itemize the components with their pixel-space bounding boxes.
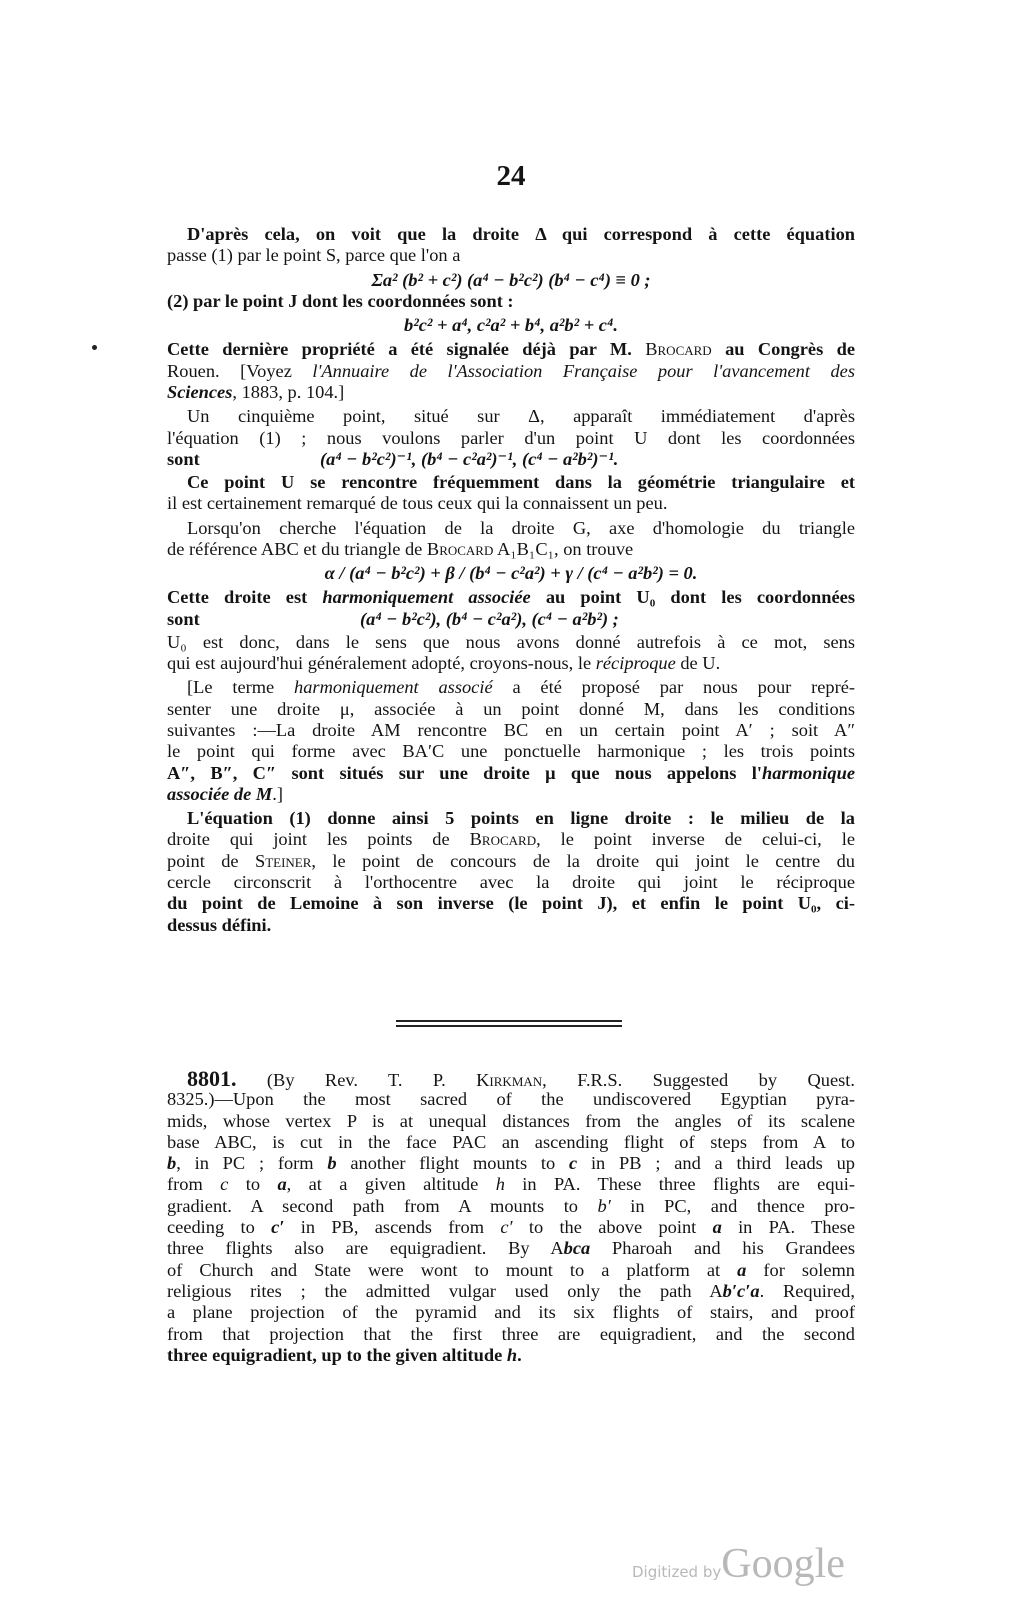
var: a <box>277 1174 287 1195</box>
term: réciproque <box>595 653 676 674</box>
text-line <box>167 1196 855 1217</box>
text-line: base ABC, is cut in the face PAC an ascending flight of steps from A to <box>167 1131 855 1152</box>
text-span: from <box>167 1174 221 1195</box>
text-span: au Congrès de <box>711 339 855 360</box>
text-span: . Required, <box>759 1280 855 1301</box>
text-line <box>167 1153 855 1174</box>
text-line <box>167 1281 855 1302</box>
text-span: to the above point <box>512 1217 713 1238</box>
text-line: from that projection that the first three are equigradient, and the second <box>167 1323 855 1344</box>
term: harmoniquement associée <box>322 587 531 608</box>
text-span: for solemn <box>746 1259 856 1280</box>
margin-dot <box>92 345 97 350</box>
var: a <box>737 1259 747 1280</box>
text-line: Ce point U se rencontre fréquemment dans la géométrie triangulaire et <box>187 471 855 492</box>
text-span: passe (1) par le point S, parce que l'on a <box>167 245 461 266</box>
section-brocard-text <box>167 224 855 936</box>
text-span: ceeding to <box>167 1217 272 1238</box>
author-name: Brocard <box>469 829 537 850</box>
text-span: .] <box>272 783 283 804</box>
term: harmoniquement associé <box>294 677 493 698</box>
text-span: (By Rev. T. P. <box>236 1070 477 1090</box>
text-span: , F.R.S. Suggested by Quest. <box>542 1070 855 1090</box>
author-name: Kirkman <box>476 1070 543 1090</box>
var: b <box>167 1153 177 1174</box>
text-span: a été proposé par nous pour repré- <box>492 677 855 698</box>
text-span: sont <box>167 448 200 469</box>
watermark-prefix: Digitized by <box>632 1563 722 1581</box>
digitized-by-google-watermark <box>632 1540 845 1588</box>
text-span: in PB ; and a third leads up <box>577 1153 855 1174</box>
var: c′ <box>271 1217 285 1238</box>
var: c <box>568 1153 578 1174</box>
text-line <box>167 361 855 382</box>
text-line: (2) par le point J dont les coordonnées sont : <box>167 290 514 311</box>
term: harmonique <box>761 762 855 783</box>
text-span: point de <box>167 850 255 871</box>
text-span: gradient. A second path from A mounts to <box>167 1195 598 1216</box>
equation-row <box>167 449 855 472</box>
var: b <box>327 1153 337 1174</box>
text-span: A″, B″, C″ sont situés sur une droite μ que nous appelons l' <box>167 762 762 783</box>
text-line <box>167 829 855 850</box>
var: bca <box>563 1238 591 1259</box>
citation-title: l'Annuaire de l'Association Française pour l'avancement des <box>312 360 855 381</box>
text-line: U₀ est donc, dans le sens que nous avons donné autrefois à ce mot, sens <box>167 631 855 652</box>
text-span: Pharoah and his Grandees <box>590 1238 855 1259</box>
text-line: 8325.)—Upon the most sacred of the undiscovered Egyptian pyra- <box>167 1089 855 1110</box>
author-name: Steiner <box>254 850 312 871</box>
author-name: Brocard <box>426 538 494 559</box>
text-line <box>167 677 855 698</box>
text-span: de U. <box>675 653 721 674</box>
equation: Σa² (b² + c²) (a⁴ − b²c²) (b⁴ − c⁴) ≡ 0 ; <box>371 269 651 290</box>
text-line: l'équation (1) ; nous voulons parler d'un point U dont les coordonnées <box>167 427 855 448</box>
var: c <box>220 1174 229 1195</box>
equation: α / (a⁴ − b²c²) + β / (b⁴ − c²a²) + γ / (c⁴ − a²b²) = 0. <box>324 563 698 584</box>
text-span: religious rites ; the admitted vulgar used only the path A <box>167 1280 723 1301</box>
text-span: , at a given altitude <box>286 1174 496 1195</box>
equation-row <box>167 609 855 632</box>
text-span: in PC, and thence pro- <box>610 1195 855 1216</box>
text-span: sont <box>167 608 200 629</box>
text-span: Rouen. [Voyez <box>167 360 313 381</box>
equation: (a⁴ − b²c²), (b⁴ − c²a²), (c⁴ − a²b²) ; <box>360 608 619 629</box>
text-span: , 1883, p. 104.] <box>232 382 345 403</box>
text-line: L'équation (1) donne ainsi 5 points en ligne droite : le milieu de la <box>187 808 855 829</box>
var: c′ <box>500 1217 513 1238</box>
text-line: le point qui forme avec BA′C une ponctuelle harmonique ; les trois points <box>167 741 855 762</box>
text-line <box>167 339 855 360</box>
text-span: to <box>228 1174 278 1195</box>
text-span: three equigradient, up to the given altitude <box>167 1344 507 1365</box>
text-line: dessus défini. <box>167 914 272 935</box>
page-number: 24 <box>496 160 526 192</box>
text-span: qui est aujourd'hui généralement adopté, croyons-nous, le <box>167 653 596 674</box>
text-span: another flight mounts to <box>336 1153 569 1174</box>
var: b′c′a <box>722 1280 760 1301</box>
problem-number: 8801. <box>187 1066 237 1091</box>
text-span: [Le terme <box>187 677 295 698</box>
text-span: de référence ABC et du triangle de <box>167 538 427 559</box>
section-divider <box>396 1020 622 1022</box>
text-line <box>167 784 855 805</box>
text-line <box>167 1174 855 1195</box>
text-line <box>167 245 855 266</box>
text-span: , in PC ; form <box>176 1153 328 1174</box>
text-line: cercle circonscrit à l'orthocentre avec la droite qui joint le réciproque <box>167 872 855 893</box>
text-line: senter une droite μ, associée à un point donné M, dans les conditions <box>167 698 855 719</box>
var: a <box>712 1217 722 1238</box>
text-span: au point U₀ dont les coordonnées <box>530 587 855 608</box>
equation: (a⁴ − b²c²)⁻¹, (b⁴ − c²a²)⁻¹, (c⁴ − a²b²)⁻¹. <box>320 448 619 469</box>
text-line: du point de Lemoine à son inverse (le point J), et enfin le point U₀, ci- <box>167 893 855 914</box>
text-line: mids, whose vertex P is at unequal distances from the angles of its scalene <box>167 1110 855 1131</box>
var: b′ <box>597 1195 611 1216</box>
text-line <box>167 1217 855 1238</box>
section-divider <box>396 1025 622 1027</box>
text-span: of Church and State were wont to mount to a platform at <box>167 1259 738 1280</box>
text-line <box>167 1260 855 1281</box>
var: h <box>506 1344 518 1365</box>
text-span: , le point inverse de celui-ci, le <box>536 829 856 850</box>
author-name: Brocard <box>645 339 712 360</box>
citation-title: Sciences <box>167 382 233 403</box>
text-line <box>167 587 855 608</box>
text-line: Un cinquième point, situé sur Δ, apparaît immédiatement d'après <box>187 406 855 427</box>
text-line <box>167 382 855 403</box>
text-span: Cette dernière propriété a été signalée déjà par M. <box>167 339 646 360</box>
var: h <box>495 1174 505 1195</box>
problem-8801 <box>167 1068 855 1366</box>
google-logo: Google <box>721 1541 845 1587</box>
text-line: D'après cela, on voit que la droite Δ qui correspond à cette équation <box>187 224 855 244</box>
text-line <box>167 1238 855 1259</box>
equation: b²c² + a⁴, c²a² + b⁴, a²b² + c⁴. <box>404 315 618 336</box>
text-line <box>167 539 855 560</box>
text-span: . <box>517 1344 522 1365</box>
text-span: in PA. These <box>721 1217 855 1238</box>
text-line: Lorsqu'on cherche l'équation de la droite G, axe d'homologie du triangle <box>187 517 855 538</box>
text-line: suivantes :—La droite AM rencontre BC en un certain point A′ ; soit A″ <box>167 719 855 740</box>
text-line <box>167 851 855 872</box>
text-line <box>167 653 855 674</box>
text-span: droite qui joint les points de <box>167 829 470 850</box>
text-span: A₁B₁C₁, on trouve <box>493 538 634 559</box>
text-span: Cette droite est <box>167 587 323 608</box>
text-span: in PB, ascends from <box>284 1217 501 1238</box>
term: associée de M <box>167 783 273 804</box>
text-line <box>167 1068 855 1089</box>
text-line <box>167 1345 855 1366</box>
text-line <box>167 763 855 784</box>
text-span: three flights also are equigradient. By A <box>167 1238 564 1259</box>
text-span: in PA. These three flights are equi- <box>504 1174 855 1195</box>
text-line: il est certainement remarqué de tous ceux qui la connaissent un peu. <box>167 493 668 514</box>
text-span: , le point de concours de la droite qui joint le centre du <box>311 850 855 871</box>
text-line: a plane projection of the pyramid and its six flights of stairs, and proof <box>167 1302 855 1323</box>
